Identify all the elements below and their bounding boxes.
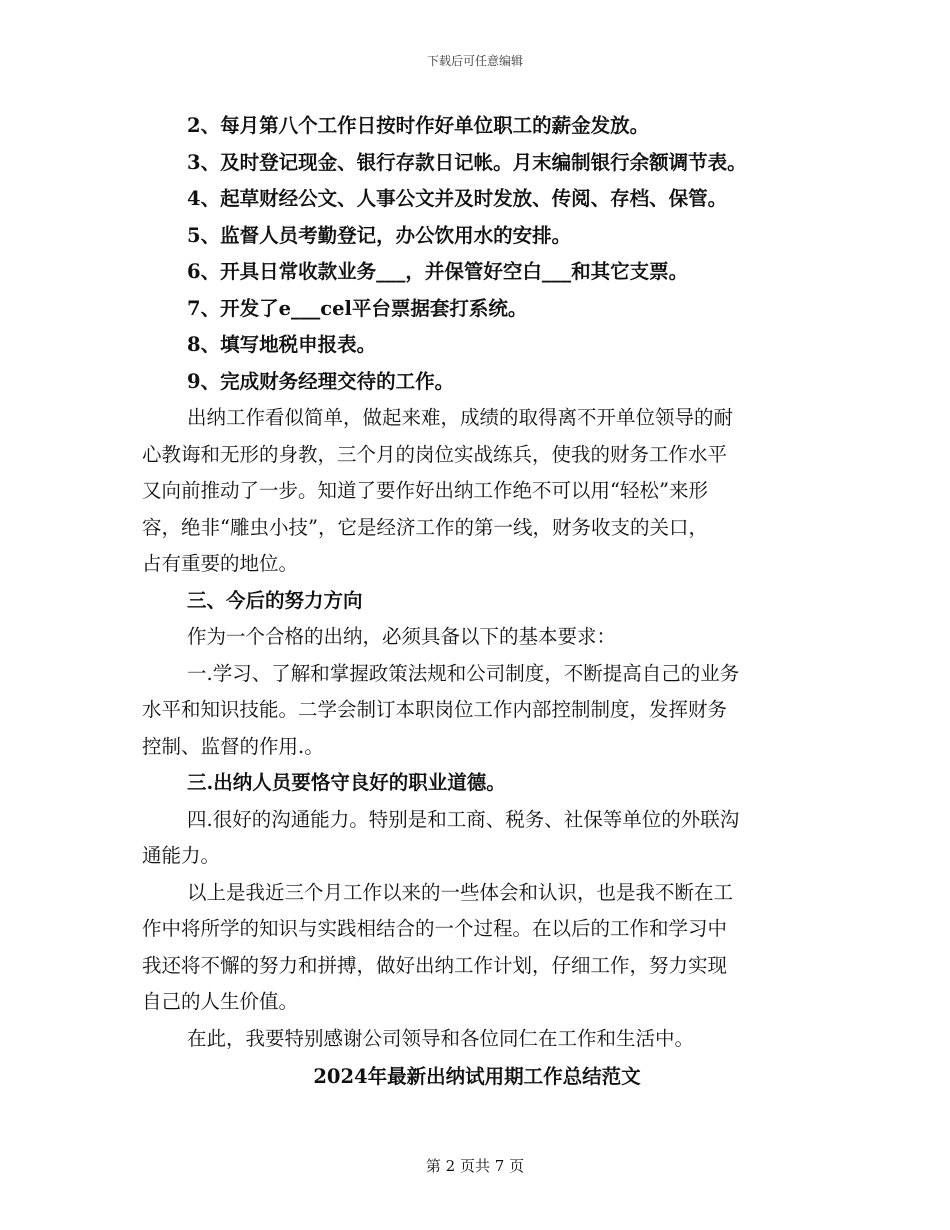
list-item: 8、填写地税申报表。 [187,333,377,356]
paragraph-line: 以上是我近三个月工作以来的一些体会和认识，也是我不断在工 [187,880,734,904]
paragraph-line: 出纳工作看似简单，做起来难，成绩的取得离不开单位领导的耐 [187,406,734,429]
document-title: 2024年最新出纳试用期工作总结范文 [313,1065,641,1088]
list-item: 7、开发了e___cel平台票据套打系统。 [187,296,528,320]
paragraph-communication [142,802,812,875]
paragraph-line: 水平和知识技能。二学会制订本职岗位工作内部控制制度，发挥财务 [142,698,728,721]
page-footer: 第 2 页共 7 页 [425,1157,525,1175]
paragraph-requirements [142,656,812,766]
list-item: 6、开具日常收款业务___，并保管好空白___和其它支票。 [187,260,689,283]
paragraph-line: 作为一个合格的出纳，必须具备以下的基本要求： [187,625,617,648]
list-item: 9、完成财务经理交待的工作。 [187,369,455,393]
paragraph-line: 一.学习、了解和掌握政策法规和公司制度，不断提高自己的业务 [187,661,740,685]
point-heading: 三.出纳人员要恪守良好的职业道德。 [187,771,506,794]
list-item: 2、每月第八个工作日按时作好单位职工的薪金发放。 [187,114,650,137]
paragraph-line: 作中将所学的知识与实践相结合的一个过程。在以后的工作和学习中 [142,917,728,940]
paragraph-line: 又向前推动了一步。知道了要作好出纳工作绝不可以用“轻松”来形 [142,479,708,502]
list-item: 3、及时登记现金、银行存款日记帐。月末编制银行余额调节表。 [187,150,747,174]
section-heading: 三、今后的努力方向 [187,588,363,612]
paragraph-line: 容，绝非“雕虫小技”，它是经济工作的第一线，财务收支的关口， [142,515,708,539]
paragraph-line: 占有重要的地位。 [142,552,299,575]
paragraph-line: 控制、监督的作用.。 [142,734,324,758]
page-header: 下载后可任意编辑 [426,54,523,68]
paragraph-line: 心教诲和无形的身教，三个月的岗位实战练兵，使我的财务工作水平 [142,442,728,466]
paragraph-line: 我还将不懈的努力和拼搏，做好出纳工作计划，仔细工作，努力实现 [142,953,728,977]
paragraph-line: 四.很好的沟通能力。特别是和工商、税务、社保等单位的外联沟 [187,807,740,831]
document-body [142,108,812,1096]
paragraph-thanks: 在此，我要特别感谢公司领导和各位同仁在工作和生活中。 [187,1026,695,1050]
paragraph-conclusion [142,875,812,1021]
list-item: 4、起草财经公文、人事公文并及时发放、传阅、存档、保管。 [187,187,728,210]
paragraph-summary [142,400,812,583]
paragraph-line: 通能力。 [142,844,221,867]
list-item: 5、监督人员考勤登记，办公饮用水的安排。 [187,223,572,247]
paragraph-line: 自己的人生价值。 [142,990,299,1013]
